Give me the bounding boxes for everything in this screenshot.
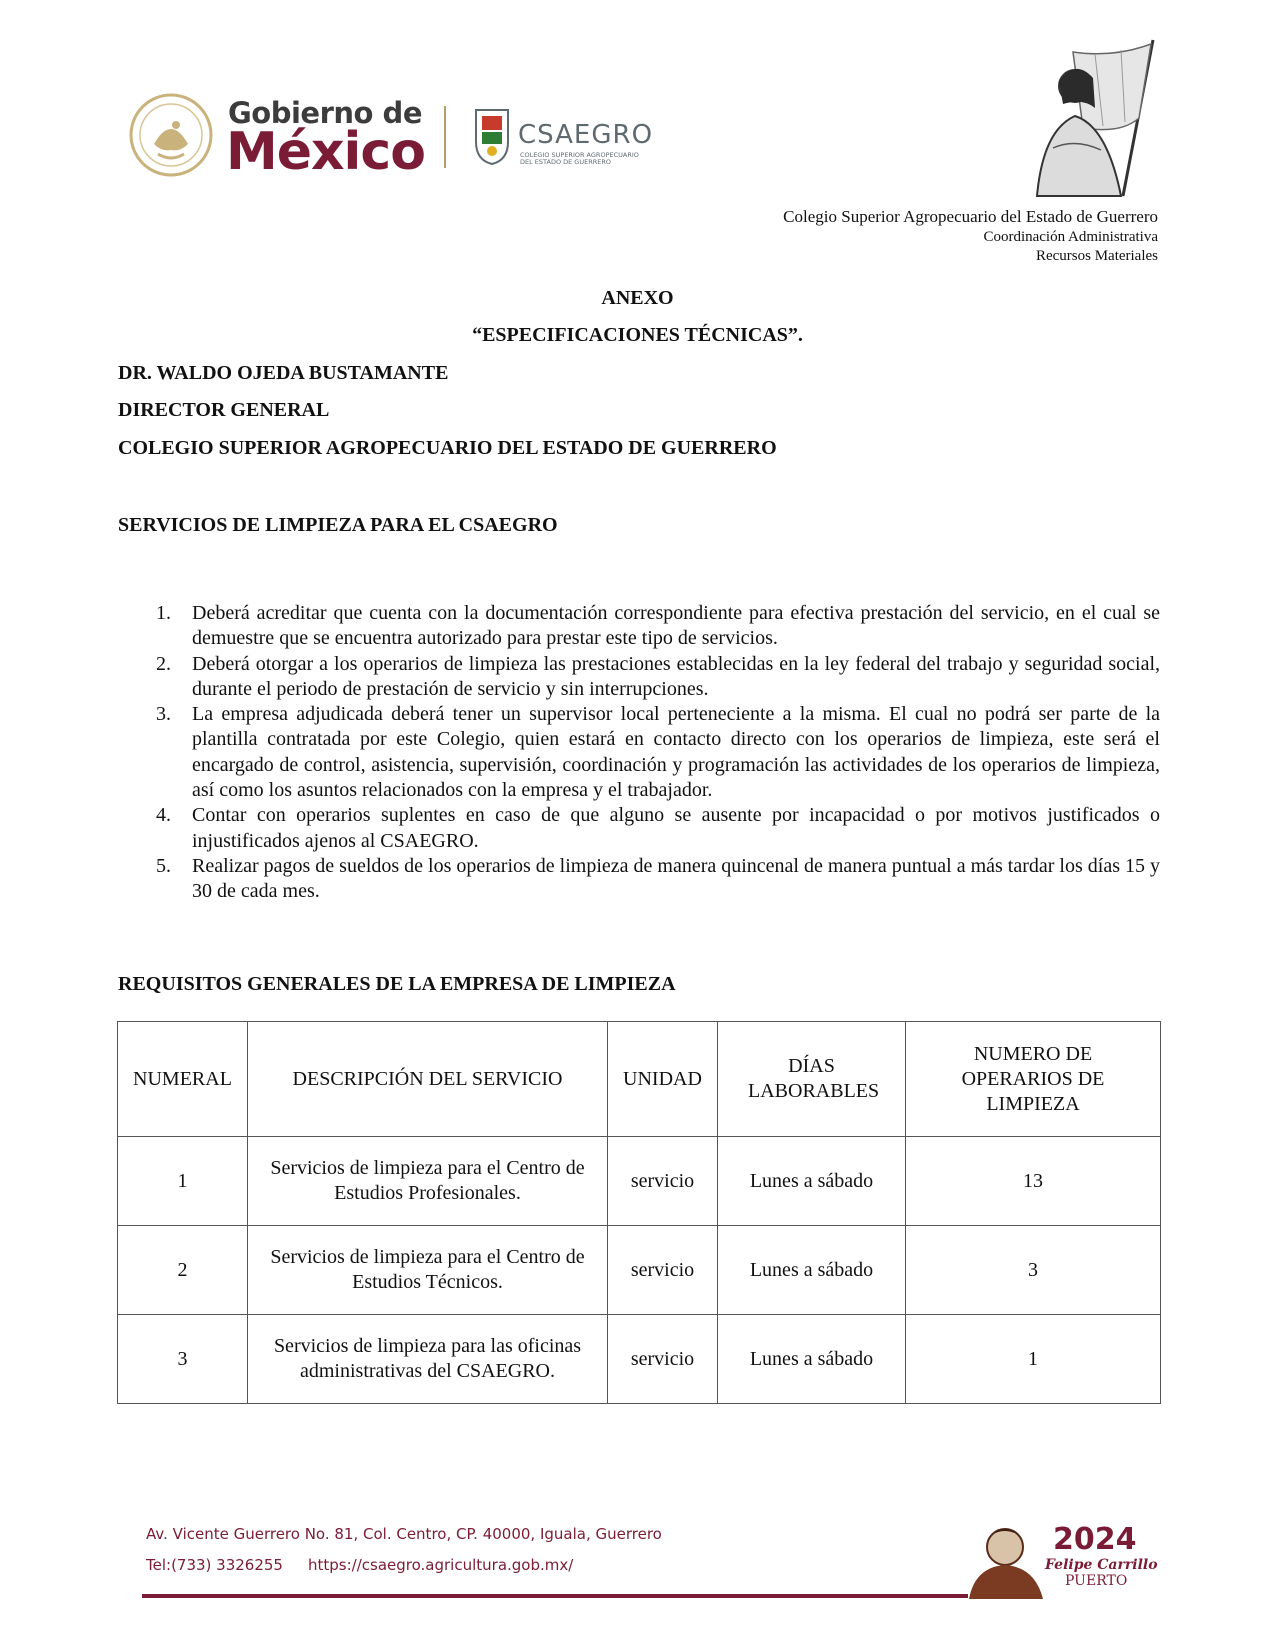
cell-work-days: Lunes a sábado xyxy=(718,1137,906,1226)
list-item xyxy=(150,601,1160,652)
addressee-title: DIRECTOR GENERAL xyxy=(118,399,330,421)
cell-operators: 3 xyxy=(906,1226,1161,1315)
footer-address: Av. Vicente Guerrero No. 81, Col. Centro, CP. 40000, Iguala, Guerrero xyxy=(146,1525,662,1543)
section-title: SERVICIOS DE LIMPIEZA PARA EL CSAEGRO xyxy=(118,514,558,536)
cell-work-days: Lunes a sábado xyxy=(718,1315,906,1404)
institution-name: Colegio Superior Agropecuario del Estado de Guerrero xyxy=(783,207,1158,226)
cell-numeral: 2 xyxy=(118,1226,248,1315)
column-header-work-days: DÍAS LABORABLES xyxy=(718,1022,906,1137)
list-item xyxy=(150,702,1160,803)
column-header-unit: UNIDAD xyxy=(608,1022,718,1137)
list-item-number: 1. xyxy=(156,602,171,624)
table-row xyxy=(118,1226,1161,1315)
table-header-row xyxy=(118,1022,1161,1137)
department-name: Recursos Materiales xyxy=(1035,248,1158,264)
addressee-name: DR. WALDO OJEDA BUSTAMANTE xyxy=(118,362,449,384)
list-item-text: Deberá otorgar a los operarios de limpieza las prestaciones establecidas en la ley federal del trabajo y seguridad social, durante el periodo de prestación de servicio y sin interrupciones. xyxy=(192,652,1160,700)
table-title: REQUISITOS GENERALES DE LA EMPRESA DE LIMPIEZA xyxy=(118,973,676,995)
cell-numeral: 3 xyxy=(118,1315,248,1404)
list-item-text: La empresa adjudicada deberá tener un supervisor local perteneciente a la misma. El cual no podrá ser parte de la plantilla contratada por este Colegio, quien estará en contacto directo con los operarios de limpieza, este será el encargado de control, asistencia, supervisión, coordinación y programación las actividades de los operarios de limpieza, así como los asuntos relacionados con la empresa y el trabajador. xyxy=(192,703,1160,802)
footer-phone: Tel:(733) 3326255 xyxy=(146,1556,283,1574)
column-header-operators: NUMERO DE OPERARIOS DE LIMPIEZA xyxy=(906,1022,1161,1137)
list-item-number: 2. xyxy=(156,652,171,675)
mexico-text: México xyxy=(226,122,425,182)
cell-description: Servicios de limpieza para el Centro de Estudios Profesionales. xyxy=(248,1137,608,1226)
year-2024-text: 2024 xyxy=(1053,1522,1137,1557)
cell-numeral: 1 xyxy=(118,1137,248,1226)
cell-operators: 1 xyxy=(906,1315,1161,1404)
annex-subtitle: “ESPECIFICACIONES TÉCNICAS”. xyxy=(472,324,803,346)
coordination-name: Coordinación Administrativa xyxy=(983,229,1158,245)
list-item-text: Deberá acreditar que cuenta con la documentación correspondiente para efectiva prestación del servicio, en el cual se demuestre que se encuentra autorizado para prestar este tipo de servicios. xyxy=(192,602,1160,650)
annex-title: ANEXO xyxy=(601,287,674,309)
list-item-number: 5. xyxy=(156,854,171,877)
woman-with-flag-illustration xyxy=(1003,38,1168,198)
footer-website-link[interactable]: https://csaegro.agricultura.gob.mx/ xyxy=(308,1556,574,1574)
list-item-text: Contar con operarios suplentes en caso de que alguno se ausente por incapacidad o por motivos justificados o injustificados ajenos al CSAEGRO. xyxy=(192,804,1160,852)
list-item xyxy=(150,652,1160,703)
gobierno-text: Gobierno de xyxy=(228,96,422,130)
csaegro-shield-icon xyxy=(474,106,510,166)
table-row xyxy=(118,1137,1161,1226)
column-header-description: DESCRIPCIÓN DEL SERVICIO xyxy=(248,1022,608,1137)
gobierno-mexico-logo xyxy=(128,92,688,182)
list-item-number: 3. xyxy=(156,703,171,726)
badge-name-line-1: Felipe Carrillo xyxy=(1045,1557,1158,1573)
logo-divider xyxy=(444,106,446,168)
felipe-carrillo-puerto-2024-logo xyxy=(965,1513,1158,1601)
csaegro-wordmark: CSAEGRO xyxy=(518,120,654,150)
footer-divider xyxy=(142,1594,968,1598)
cell-unit: servicio xyxy=(608,1226,718,1315)
column-header-numeral: NUMERAL xyxy=(118,1022,248,1137)
requirements-table xyxy=(117,1021,1161,1404)
cell-unit: servicio xyxy=(608,1315,718,1404)
cell-description: Servicios de limpieza para el Centro de Estudios Técnicos. xyxy=(248,1226,608,1315)
cell-work-days: Lunes a sábado xyxy=(718,1226,906,1315)
cell-description: Servicios de limpieza para las oficinas administrativas del CSAEGRO. xyxy=(248,1315,608,1404)
requirements-list xyxy=(150,601,1160,905)
csaegro-subtitle: COLEGIO SUPERIOR AGROPECUARIO DEL ESTADO DE GUERRERO xyxy=(520,151,639,166)
cell-operators: 13 xyxy=(906,1137,1161,1226)
badge-name-line-2: PUERTO xyxy=(1065,1573,1128,1589)
list-item-text: Realizar pagos de sueldos de los operarios de limpieza de manera quincenal de manera puntual a más tardar los días 15 y 30 de cada mes. xyxy=(192,854,1160,903)
table-row xyxy=(118,1315,1161,1404)
cell-unit: servicio xyxy=(608,1137,718,1226)
list-item xyxy=(150,854,1160,905)
list-item-number: 4. xyxy=(156,804,171,827)
list-item xyxy=(150,803,1160,854)
national-emblem-icon xyxy=(128,92,214,178)
addressee-organization: COLEGIO SUPERIOR AGROPECUARIO DEL ESTADO DE GUERRERO xyxy=(118,437,777,459)
